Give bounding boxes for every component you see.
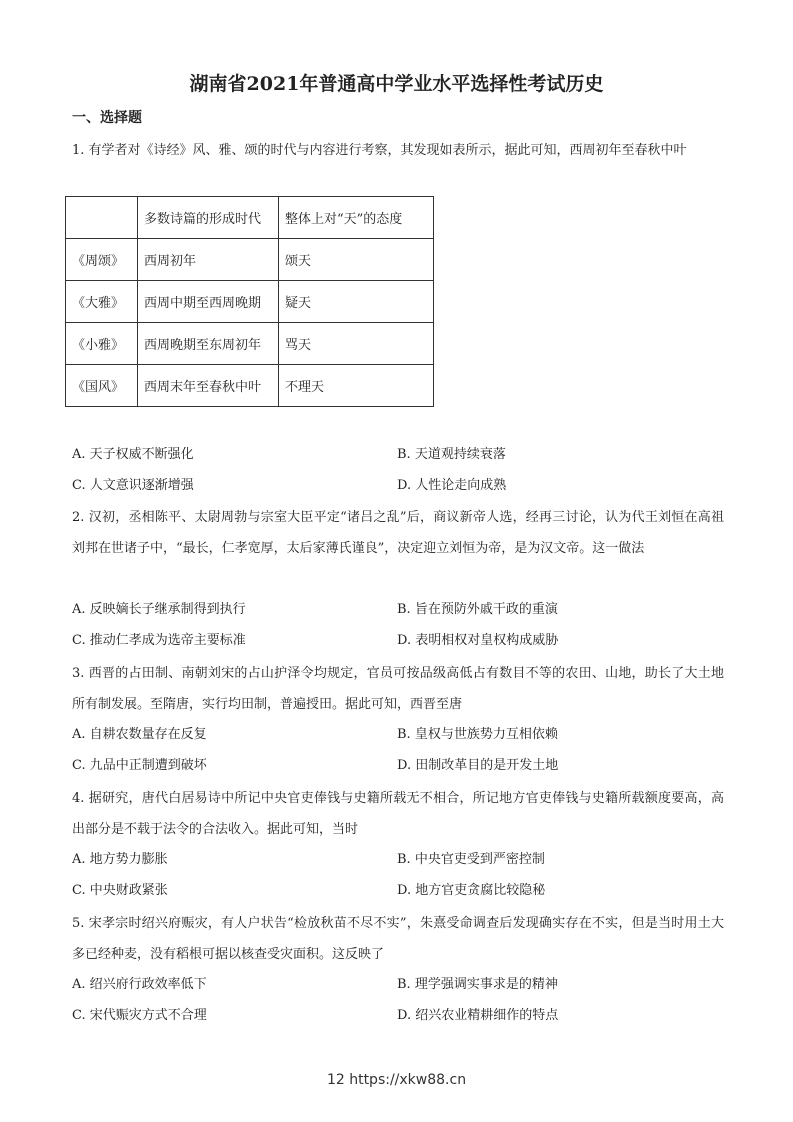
question-3-stem: 3. 西晋的占田制、南朝刘宋的占山护泽令均规定，官员可按品级高低占有数目不等的农田、山地，助长了大土地所有制发展。至隋唐，实行均田制，普遍授田。据此可知，西晋至唐 — [72, 666, 724, 712]
table-cell: 疑天 — [279, 281, 434, 323]
table-cell: 《小雅》 — [66, 323, 138, 365]
option-c: C. 宋代赈灾方式不合理 — [72, 1008, 207, 1023]
table-cell: 颂天 — [279, 239, 434, 281]
table-header: 多数诗篇的形成时代 — [138, 197, 279, 239]
question-1-stem: 1. 有学者对《诗经》风、雅、颂的时代与内容进行考察，其发现如表所示，据此可知，西周初年至春秋中叶 — [72, 143, 687, 158]
table-cell: 西周中期至西周晚期 — [138, 281, 279, 323]
table-cell: 骂天 — [279, 323, 434, 365]
table-header — [66, 197, 138, 239]
option-b: B. 皇权与世族势力互相依赖 — [397, 727, 558, 742]
option-c: C. 中央财政紧张 — [72, 883, 168, 898]
table-cell: 西周初年 — [138, 239, 279, 281]
table-header: 整体上对“天”的态度 — [279, 197, 434, 239]
question-4-stem: 4. 据研究，唐代白居易诗中所记中央官吏俸钱与史籍所载无不相合，所记地方官吏俸钱与史籍所载额度要高，高出部分是不载于法令的合法收入。据此可知，当时 — [72, 791, 724, 837]
table-cell: 《大雅》 — [66, 281, 138, 323]
table-cell: 不理天 — [279, 365, 434, 407]
option-d: D. 人性论走向成熟 — [397, 478, 507, 493]
option-c: C. 九品中正制遭到破坏 — [72, 758, 207, 773]
table-row — [66, 239, 434, 281]
table-header-row — [66, 197, 434, 239]
page-title: 湖南省2021年普通高中学业水平选择性考试历史 — [189, 73, 604, 95]
option-b: B. 天道观持续衰落 — [397, 447, 506, 462]
option-b: B. 理学强调实事求是的精神 — [397, 977, 558, 992]
question-2-stem: 2. 汉初，丞相陈平、太尉周勃与宗室大臣平定“诸吕之乱”后，商议新帝人选，经再三讨论，认为代王刘恒在高祖刘邦在世诸子中，“最长，仁孝宽厚，太后家薄氏谨良”，决定迎立刘恒为帝，是为汉文帝。这一做法 — [72, 510, 724, 556]
page-footer: 12 https://xkw88.cn — [326, 1072, 467, 1088]
table-cell: 西周末年至春秋中叶 — [138, 365, 279, 407]
question-5-stem: 5. 宋孝宗时绍兴府赈灾，有人户状告“检放秋苗不尽不实”，朱熹受命调查后发现确实存在不实，但是当时用土大多已经种麦，没有稻根可据以核查受灾面积。这反映了 — [72, 916, 724, 962]
table-cell: 西周晚期至东周初年 — [138, 323, 279, 365]
table-cell: 《周颂》 — [66, 239, 138, 281]
option-d: D. 绍兴农业精耕细作的特点 — [397, 1008, 559, 1023]
question-1-table — [65, 196, 434, 407]
option-a: A. 天子权威不断强化 — [72, 447, 194, 462]
option-a: A. 自耕农数量存在反复 — [72, 727, 207, 742]
table-row — [66, 365, 434, 407]
section-heading: 一、选择题 — [72, 110, 142, 126]
option-a: A. 绍兴府行政效率低下 — [72, 977, 207, 992]
option-a: A. 反映嫡长子继承制得到执行 — [72, 602, 246, 617]
option-b: B. 中央官吏受到严密控制 — [397, 852, 545, 867]
option-c: C. 推动仁孝成为选帝主要标准 — [72, 633, 246, 648]
table-row — [66, 281, 434, 323]
table-cell: 《国风》 — [66, 365, 138, 407]
option-b: B. 旨在预防外戚干政的重演 — [397, 602, 558, 617]
table-row — [66, 323, 434, 365]
option-c: C. 人文意识逐渐增强 — [72, 478, 194, 493]
option-d: D. 地方官吏贪腐比较隐秘 — [397, 883, 546, 898]
option-d: D. 表明相权对皇权构成威胁 — [397, 633, 559, 648]
option-d: D. 田制改革目的是开发土地 — [397, 758, 559, 773]
option-a: A. 地方势力膨胀 — [72, 852, 168, 867]
